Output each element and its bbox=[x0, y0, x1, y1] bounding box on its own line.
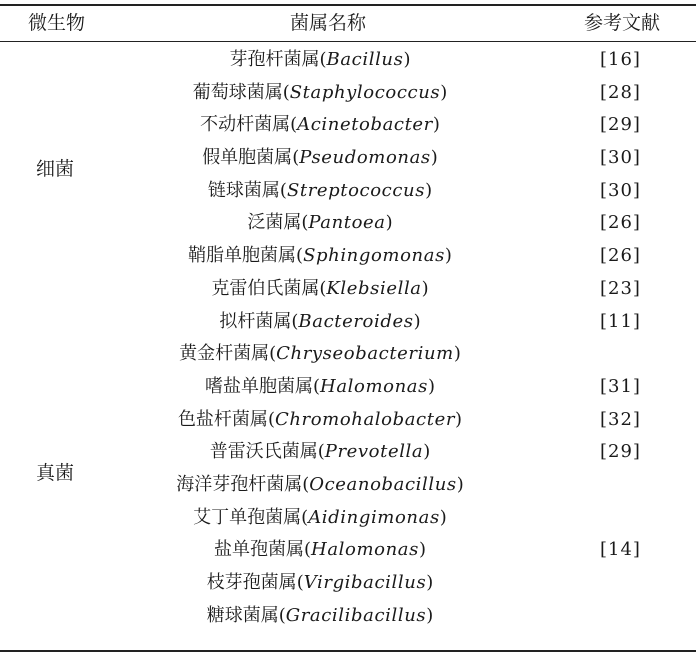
open-paren: ( bbox=[319, 277, 327, 299]
genus-chinese-name: 泛菌属 bbox=[247, 212, 302, 234]
reference-cell: [26] bbox=[600, 245, 641, 267]
genus-latin-name: Virgibacillus bbox=[303, 572, 427, 593]
genus-chinese-name: 芽孢杆菌属 bbox=[229, 49, 320, 70]
genus-latin-name: Gracilibacillus bbox=[285, 604, 427, 626]
genus-latin-name: Bacillus bbox=[326, 49, 404, 70]
table-row bbox=[0, 404, 696, 437]
group-label-bacteria: 细菌 bbox=[36, 158, 75, 180]
genus-latin-name: Acinetobacter bbox=[297, 114, 433, 136]
genus-name-cell bbox=[0, 338, 640, 371]
close-paren: ) bbox=[432, 114, 440, 136]
genus-name-cell bbox=[0, 502, 640, 535]
close-paren: ) bbox=[427, 375, 435, 397]
genus-latin-name: Aidingimonas bbox=[308, 506, 440, 528]
table-row bbox=[0, 502, 696, 535]
genus-chinese-name: 普雷沃氏菌属 bbox=[209, 441, 318, 463]
close-paren: ) bbox=[456, 473, 464, 495]
table-row bbox=[0, 207, 696, 240]
table-body bbox=[0, 44, 696, 632]
open-paren: ( bbox=[292, 147, 300, 169]
close-paren: ) bbox=[440, 81, 448, 103]
open-paren: ( bbox=[278, 604, 286, 626]
genus-latin-name: Chryseobacterium bbox=[276, 343, 454, 365]
close-paren: ) bbox=[385, 212, 393, 234]
genus-name-cell bbox=[0, 469, 640, 502]
reference-cell: [28] bbox=[600, 81, 641, 103]
genus-latin-name: Sphingomonas bbox=[303, 245, 445, 267]
genus-name-cell bbox=[0, 306, 640, 339]
open-paren: ( bbox=[282, 81, 290, 103]
table-row bbox=[0, 44, 696, 77]
open-paren: ( bbox=[319, 49, 327, 70]
genus-latin-name: Staphylococcus bbox=[289, 81, 441, 103]
genus-name-cell bbox=[0, 371, 640, 404]
genus-chinese-name: 盐单孢菌属 bbox=[214, 539, 305, 561]
genus-chinese-name: 海洋芽孢杆菌属 bbox=[176, 473, 303, 495]
close-paren: ) bbox=[426, 604, 434, 626]
open-paren: ( bbox=[301, 212, 309, 234]
table-row bbox=[0, 306, 696, 339]
close-paren: ) bbox=[455, 408, 463, 430]
genus-latin-name: Halomonas bbox=[320, 375, 428, 397]
close-paren: ) bbox=[430, 147, 438, 169]
table-row bbox=[0, 534, 696, 567]
table-header-rule bbox=[0, 41, 696, 42]
reference-cell: [30] bbox=[600, 179, 641, 201]
table-bottom-rule bbox=[0, 650, 696, 652]
genus-chinese-name: 葡萄球菌属 bbox=[192, 81, 283, 103]
genus-name-cell bbox=[0, 77, 640, 110]
open-paren: ( bbox=[317, 441, 325, 463]
close-paren: ) bbox=[423, 441, 431, 463]
genus-name-cell bbox=[0, 142, 640, 175]
genus-chinese-name: 链球菌属 bbox=[207, 179, 280, 201]
genus-name-cell bbox=[0, 600, 640, 633]
open-paren: ( bbox=[267, 408, 275, 430]
genus-latin-name: Halomonas bbox=[311, 539, 419, 561]
genus-latin-name: Klebsiella bbox=[326, 277, 422, 299]
group-label-fungi: 真菌 bbox=[36, 462, 75, 484]
close-paren: ) bbox=[439, 506, 447, 528]
table-row bbox=[0, 77, 696, 110]
genus-latin-name: Streptococcus bbox=[286, 179, 426, 201]
table-row bbox=[0, 600, 696, 633]
genus-chinese-name: 拟杆菌属 bbox=[219, 310, 292, 332]
open-paren: ( bbox=[291, 310, 299, 332]
reference-cell: [16] bbox=[600, 49, 641, 70]
table-row bbox=[0, 469, 696, 502]
reference-cell: [30] bbox=[600, 147, 641, 169]
genus-chinese-name: 糖球菌属 bbox=[206, 604, 279, 626]
header-genus-name: 菌属名称 bbox=[290, 12, 367, 34]
table-row bbox=[0, 567, 696, 600]
open-paren: ( bbox=[279, 179, 287, 201]
table-row bbox=[0, 142, 696, 175]
reference-cell: [23] bbox=[600, 277, 641, 299]
reference-cell: [29] bbox=[600, 114, 641, 136]
header-microorganism: 微生物 bbox=[28, 12, 86, 34]
header-reference: 参考文献 bbox=[584, 12, 661, 34]
reference-cell: [11] bbox=[600, 310, 641, 332]
genus-name-cell bbox=[0, 175, 640, 208]
reference-cell: [26] bbox=[600, 212, 641, 234]
genus-name-cell bbox=[0, 109, 640, 142]
table-row bbox=[0, 436, 696, 469]
genus-chinese-name: 枝芽孢菌属 bbox=[206, 572, 297, 593]
genus-latin-name: Pseudomonas bbox=[299, 147, 431, 169]
table-row bbox=[0, 338, 696, 371]
table-row bbox=[0, 175, 696, 208]
genus-name-cell bbox=[0, 240, 640, 273]
genus-latin-name: Pantoea bbox=[308, 212, 386, 234]
open-paren: ( bbox=[290, 114, 298, 136]
close-paren: ) bbox=[426, 572, 434, 593]
genus-chinese-name: 色盐杆菌属 bbox=[177, 408, 268, 430]
open-paren: ( bbox=[296, 572, 304, 593]
open-paren: ( bbox=[296, 245, 304, 267]
genus-name-cell bbox=[0, 534, 640, 567]
close-paren: ) bbox=[421, 277, 429, 299]
open-paren: ( bbox=[313, 375, 321, 397]
genus-latin-name: Bacteroides bbox=[298, 310, 414, 332]
genus-name-cell bbox=[0, 404, 640, 437]
genus-chinese-name: 假单胞菌属 bbox=[202, 147, 293, 169]
table-row bbox=[0, 109, 696, 142]
close-paren: ) bbox=[418, 539, 426, 561]
genus-chinese-name: 黄金杆菌属 bbox=[179, 343, 270, 365]
open-paren: ( bbox=[269, 343, 277, 365]
open-paren: ( bbox=[304, 539, 312, 561]
genus-chinese-name: 艾丁单孢菌属 bbox=[193, 506, 302, 528]
genus-latin-name: Prevotella bbox=[324, 441, 424, 463]
close-paren: ) bbox=[413, 310, 421, 332]
reference-cell: [31] bbox=[600, 375, 641, 397]
reference-cell: [32] bbox=[600, 408, 641, 430]
genus-name-cell bbox=[0, 44, 640, 77]
reference-cell: [29] bbox=[600, 441, 641, 463]
open-paren: ( bbox=[302, 473, 310, 495]
close-paren: ) bbox=[425, 179, 433, 201]
table-header-row bbox=[0, 6, 696, 41]
genus-latin-name: Chromohalobacter bbox=[274, 408, 456, 430]
table-row bbox=[0, 240, 696, 273]
genus-name-cell bbox=[0, 207, 640, 240]
genus-name-cell bbox=[0, 273, 640, 306]
table-row bbox=[0, 371, 696, 404]
reference-cell: [14] bbox=[600, 539, 641, 561]
table-row bbox=[0, 273, 696, 306]
genus-latin-name: Oceanobacillus bbox=[309, 473, 457, 495]
genus-chinese-name: 不动杆菌属 bbox=[200, 114, 291, 136]
genus-name-cell bbox=[0, 567, 640, 600]
genus-chinese-name: 克雷伯氏菌属 bbox=[211, 277, 320, 299]
close-paren: ) bbox=[444, 245, 452, 267]
genus-chinese-name: 嗜盐单胞菌属 bbox=[205, 375, 314, 397]
close-paren: ) bbox=[403, 49, 411, 70]
genus-chinese-name: 鞘脂单胞菌属 bbox=[188, 245, 297, 267]
open-paren: ( bbox=[301, 506, 309, 528]
genus-name-cell bbox=[0, 436, 640, 469]
close-paren: ) bbox=[453, 343, 461, 365]
